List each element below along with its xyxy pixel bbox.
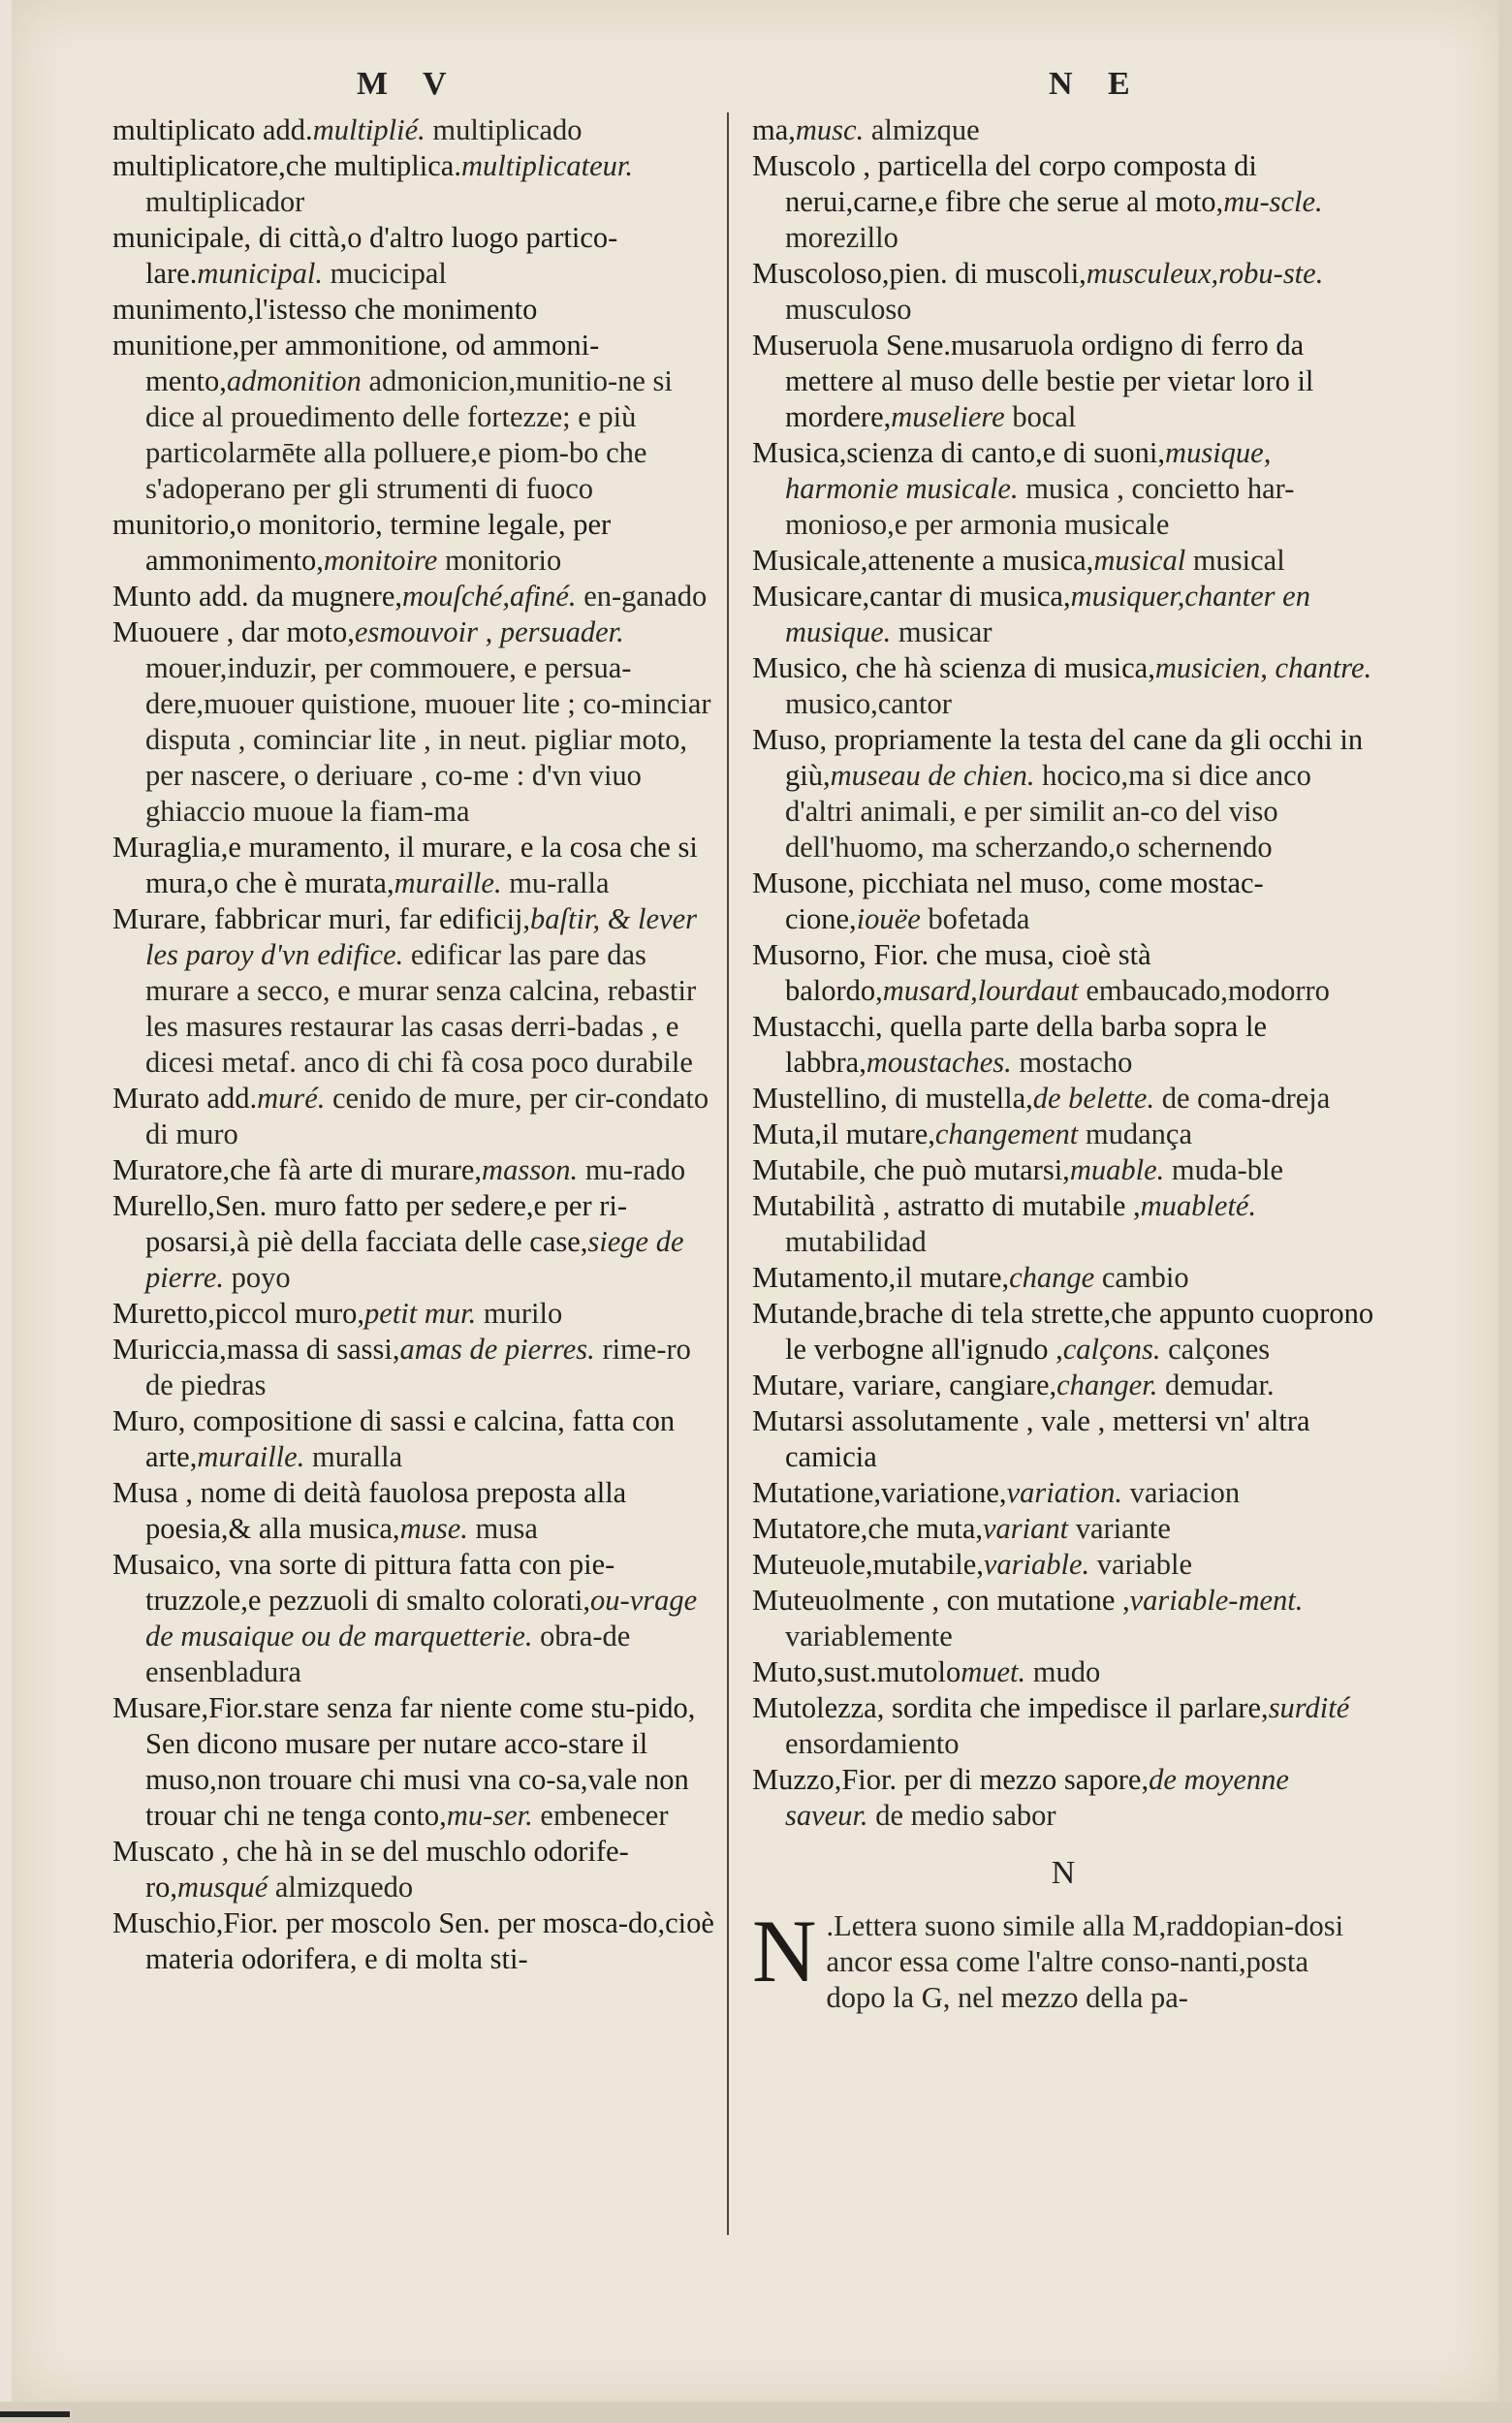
dictionary-entry — [752, 865, 1374, 937]
entry-french: iouëe — [856, 902, 921, 935]
entry-french: masson. — [482, 1153, 579, 1186]
dictionary-entry — [752, 1654, 1374, 1690]
dictionary-entry — [752, 1260, 1374, 1296]
dictionary-entry — [112, 901, 717, 1081]
entry-headword: Musicare,cantar di musica, — [752, 580, 1071, 613]
dictionary-entry — [752, 722, 1374, 865]
dictionary-entry — [752, 256, 1374, 328]
entry-headword: Muro, compositione di sassi e calcina, fatta con arte, — [112, 1404, 676, 1473]
entry-headword: Muteuole,mutabile, — [752, 1548, 984, 1581]
dictionary-entry — [112, 1081, 717, 1152]
entry-french: admonition — [226, 364, 362, 397]
entry-spanish: variacion — [1129, 1476, 1241, 1509]
entry-headword: Mutarsi assolutamente , vale , mettersi vn' altra camicia — [752, 1404, 1310, 1473]
section-intro-paragraph — [752, 1902, 1374, 2016]
entry-spanish: mostacho — [1019, 1046, 1133, 1079]
entry-headword: Museruola Sene.musaruola ordigno di ferro da mettere al muso delle bestie per vietar loro il mordere, — [752, 329, 1314, 433]
entry-spanish: mouer,induzir, per commouere, e persua-dere,muouer quistione, muouer lite ; co-minciar disputa , cominciar lite , in neut. pigliar moto, per nascere, o deriuare , co-me : d'vn viuo ghiaccio muoue la fiam-ma — [145, 651, 711, 828]
entry-headword: ma, — [752, 113, 796, 146]
dictionary-entry — [752, 1511, 1374, 1547]
dictionary-entry — [752, 650, 1374, 722]
entry-french: musqué — [177, 1871, 268, 1904]
entry-headword: Mutabile, che può mutarsi, — [752, 1153, 1070, 1186]
entry-french: musculeux,robu-ste. — [1086, 257, 1324, 290]
entry-french: baſtir, & lever les paroy d'vn edifice. — [145, 902, 697, 971]
dictionary-entry — [112, 1834, 717, 1905]
dictionary-entry — [752, 1475, 1374, 1511]
entry-spanish: multiplicador — [145, 185, 305, 218]
entry-headword: multiplicato add. — [112, 113, 313, 146]
entry-headword: Muteuolmente , con mutatione , — [752, 1584, 1130, 1617]
dictionary-entry — [112, 148, 717, 220]
dictionary-entry — [112, 1332, 717, 1403]
page-edge — [1498, 0, 1512, 2423]
entry-spanish: musical — [1192, 544, 1285, 577]
entry-headword: Mutolezza, sordita che impedisce il parlare, — [752, 1691, 1269, 1724]
dictionary-entry — [112, 830, 717, 901]
entry-spanish: edificar las pare das murare a secco, e murar senza calcina, rebastir les masures restaurar las casas derri-badas , e dicesi metaf. anco di chi fà cosa poco durabile — [145, 938, 697, 1079]
dictionary-entry — [752, 148, 1374, 256]
entry-headword: Muratore,che fà arte di murare, — [112, 1153, 483, 1186]
dictionary-entry — [752, 435, 1374, 543]
entry-french: muet. — [961, 1655, 1026, 1688]
entry-headword: Mutatione,variatione, — [752, 1476, 1007, 1509]
entry-spanish: musculoso — [785, 293, 912, 326]
entry-headword: multiplicatore,che multiplica. — [112, 149, 461, 182]
dictionary-entry — [752, 1403, 1374, 1475]
dictionary-entry — [752, 328, 1374, 435]
running-head-left: M V — [357, 66, 460, 102]
entry-headword: Muretto,piccol muro, — [112, 1297, 365, 1330]
dictionary-entry — [112, 579, 717, 614]
entry-spanish: variante — [1075, 1512, 1171, 1545]
entry-french: mu-ser. — [446, 1799, 533, 1832]
entry-headword: Musaico, vna sorte di pittura fatta con pie-truzzole,e pezzuoli di smalto colorati, — [112, 1548, 615, 1617]
entry-spanish: muda-ble — [1171, 1153, 1284, 1186]
entry-french: muré. — [257, 1082, 326, 1115]
dictionary-entry — [752, 1296, 1374, 1368]
dictionary-entry — [112, 614, 717, 830]
entry-french: siege de pierre. — [145, 1225, 684, 1294]
entry-spanish: mudo — [1032, 1655, 1101, 1688]
entry-french: ou-vrage de musaique ou de marquetterie. — [145, 1584, 698, 1652]
dictionary-entry — [752, 112, 1374, 148]
entry-headword: Musa , nome di deità fauolosa preposta alla poesia,& alla musica, — [112, 1476, 627, 1545]
dictionary-entry — [112, 220, 717, 292]
entry-spanish: embaucado,modorro — [1086, 974, 1330, 1007]
entry-headword: municipale, di città,o d'altro luogo partico-lare. — [112, 221, 618, 290]
page-bottom-edge — [0, 2402, 1512, 2423]
drop-cap-letter: N — [752, 1902, 817, 2000]
entry-french: mu-scle. — [1223, 185, 1323, 218]
dictionary-entry — [752, 1081, 1374, 1117]
entry-headword: Mutamento,il mutare, — [752, 1261, 1010, 1294]
dictionary-entry — [752, 1690, 1374, 1762]
right-column — [752, 112, 1374, 2016]
entry-french: moustaches. — [866, 1046, 1012, 1079]
entry-spanish: mucicipal — [330, 257, 447, 290]
entry-spanish: musica , concietto har-monioso,e per armonia musicale — [785, 472, 1295, 541]
entry-french: mouſché,afiné. — [402, 580, 577, 613]
entry-french: muraille. — [394, 866, 502, 899]
entry-headword: Muschio,Fior. per moscolo Sen. per mosca-do,cioè materia odorifera, e di molta sti- — [112, 1906, 714, 1975]
entry-spanish: mutabilidad — [785, 1225, 927, 1258]
entry-spanish: obra-de ensenbladura — [145, 1620, 631, 1688]
dictionary-entry — [752, 1762, 1374, 1834]
entry-spanish: mu-ralla — [509, 866, 610, 899]
entry-french: amas de pierres. — [399, 1333, 595, 1366]
dictionary-entry — [112, 1905, 717, 1977]
dictionary-entry — [112, 112, 717, 148]
dictionary-entry — [112, 507, 717, 579]
entry-french: muse. — [399, 1512, 468, 1545]
entry-french: musiquer,chanter en musique. — [785, 580, 1310, 648]
dictionary-entry — [752, 1188, 1374, 1260]
dictionary-entry — [752, 1117, 1374, 1152]
entry-spanish: variable — [1096, 1548, 1192, 1581]
entry-spanish: monitorio — [444, 544, 562, 577]
dictionary-entry — [112, 1296, 717, 1332]
entry-headword: Muta,il mutare, — [752, 1117, 935, 1150]
entry-french: multiplié. — [312, 113, 425, 146]
entry-headword: Munto add. da mugnere, — [112, 580, 402, 613]
entry-spanish: de medio sabor — [875, 1799, 1056, 1832]
entry-spanish: admonicion,munitio-ne si dice al prouedimento delle fortezze; e più particolarmēte alla polluere,e piom-bo che s'adoperano per gli strumenti di fuoco — [145, 364, 673, 505]
entry-french: de belette. — [1032, 1082, 1155, 1115]
entry-french: changement — [934, 1117, 1079, 1150]
dictionary-entry — [752, 579, 1374, 650]
dictionary-entry — [112, 328, 717, 507]
entry-french: changer. — [1056, 1369, 1158, 1401]
entry-spanish: rime-ro de piedras — [145, 1333, 691, 1401]
dictionary-entry — [112, 1152, 717, 1188]
book-page — [12, 0, 1500, 2404]
entry-headword: Muscoloso,pien. di muscoli, — [752, 257, 1087, 290]
entry-headword: Mutatore,che muta, — [752, 1512, 983, 1545]
entry-french: museau de chien. — [830, 759, 1035, 792]
entry-french: calçons. — [1062, 1333, 1161, 1366]
dictionary-entry — [752, 937, 1374, 1009]
entry-french: musicien, chantre. — [1154, 651, 1372, 684]
entry-headword: Murello,Sen. muro fatto per sedere,e per ri-posarsi,à piè della facciata delle case, — [112, 1189, 628, 1258]
running-head-right: N E — [1049, 66, 1144, 102]
entry-spanish: musico,cantor — [785, 687, 952, 720]
entry-headword: Musica,scienza di canto,e di suoni, — [752, 436, 1166, 469]
dictionary-entry — [752, 1583, 1374, 1654]
dictionary-entry — [112, 1403, 717, 1475]
entry-french: variable-ment. — [1129, 1584, 1304, 1617]
entry-headword: Muscolo , particella del corpo composta di nerui,carne,e fibre che serue al moto, — [752, 149, 1257, 218]
entry-spanish: bofetada — [928, 902, 1030, 935]
corner-mark — [0, 2411, 70, 2417]
entry-spanish: mudança — [1085, 1117, 1192, 1150]
dictionary-entry — [752, 1009, 1374, 1081]
entry-headword: Mutabilità , astratto di mutabile , — [752, 1189, 1141, 1222]
entry-french: musc. — [795, 113, 865, 146]
entry-headword: munitorio,o monitorio, termine legale, per ammonimento, — [112, 508, 612, 577]
entry-spanish: morezillo — [785, 221, 898, 254]
dictionary-entry — [752, 1152, 1374, 1188]
entry-headword: Murare, fabbricar muri, far edificij, — [112, 902, 531, 935]
entry-french: muableté. — [1140, 1189, 1257, 1222]
entry-headword: Mutare, variare, cangiare, — [752, 1369, 1057, 1401]
entry-headword: Muto,sust.mutolo — [752, 1655, 961, 1688]
entry-french: variation. — [1006, 1476, 1123, 1509]
dictionary-entry — [752, 543, 1374, 579]
entry-spanish: musa — [475, 1512, 538, 1545]
entry-french: variable. — [983, 1548, 1090, 1581]
right-column-entries — [752, 112, 1374, 1834]
entry-french: musical — [1093, 544, 1186, 577]
entry-spanish: murilo — [483, 1297, 563, 1330]
entry-headword: Mustellino, di mustella, — [752, 1082, 1033, 1115]
entry-headword: Musico, che hà scienza di musica, — [752, 651, 1155, 684]
dictionary-entry — [752, 1368, 1374, 1403]
entry-headword: Mustacchi, quella parte della barba sopra le labbra, — [752, 1010, 1267, 1079]
entry-headword: Muraglia,e muramento, il murare, e la cosa che si mura,o che è murata, — [112, 831, 698, 899]
entry-headword: Muouere , dar moto, — [112, 615, 355, 648]
entry-spanish: cenido de mure, per cir-condato di muro — [145, 1082, 709, 1150]
entry-headword: Musorno, Fior. che musa, cioè stà balordo, — [752, 938, 1151, 1007]
entry-headword: Muriccia,massa di sassi, — [112, 1333, 400, 1366]
entry-spanish: en-ganado — [583, 580, 708, 613]
left-column — [112, 112, 717, 1977]
entry-french: museliere — [891, 400, 1005, 433]
entry-spanish: de coma-dreja — [1161, 1082, 1331, 1115]
section-letter-heading: N — [1051, 1855, 1076, 1891]
entry-spanish: bocal — [1012, 400, 1077, 433]
section-intro-text: .Lettera suono simile alla M,raddopian-dosi ancor essa come l'altre conso-nanti,posta dopo la G, nel mezzo della pa- — [826, 1909, 1344, 2014]
entry-french: esmouvoir , persuader. — [354, 615, 624, 648]
entry-headword: Muso, propriamente la testa del cane da gli occhi in giù, — [752, 723, 1364, 792]
entry-french: de moyenne saveur. — [785, 1763, 1289, 1832]
entry-headword: Murato add. — [112, 1082, 258, 1115]
entry-headword: Mutande,brache di tela strette,che appunto cuoprono le verbogne all'ignudo , — [752, 1297, 1374, 1366]
entry-french: petit mur. — [364, 1297, 477, 1330]
entry-headword: Musicale,attenente a musica, — [752, 544, 1094, 577]
entry-spanish: musicar — [898, 615, 992, 648]
dictionary-entry — [112, 1690, 717, 1834]
dictionary-entry — [112, 1188, 717, 1296]
entry-spanish: demudar. — [1164, 1369, 1275, 1401]
entry-french: change — [1009, 1261, 1095, 1294]
entry-spanish: multiplicado — [432, 113, 583, 146]
entry-french: monitoire — [323, 544, 438, 577]
entry-french: surdité — [1268, 1691, 1350, 1724]
entry-spanish: almizque — [870, 113, 980, 146]
entry-french: muraille. — [197, 1440, 305, 1473]
entry-spanish: ensordamiento — [785, 1727, 960, 1760]
entry-spanish: variablemente — [785, 1620, 953, 1652]
entry-headword: Musone, picchiata nel muso, come mostac-cione, — [752, 866, 1264, 935]
entry-french: municipal. — [197, 257, 323, 290]
entry-spanish: cambio — [1101, 1261, 1189, 1294]
entry-spanish: almizquedo — [274, 1871, 414, 1904]
dictionary-entry — [752, 1547, 1374, 1583]
entry-french: musique, harmonie musicale. — [785, 436, 1272, 505]
entry-spanish: embenecer — [540, 1799, 669, 1832]
entry-spanish: poyo — [231, 1261, 291, 1294]
entry-french: musard,lourdaut — [882, 974, 1079, 1007]
dictionary-entry — [112, 292, 717, 328]
entry-headword: munitione,per ammonitione, od ammoni-mento, — [112, 329, 600, 397]
entry-headword: Musare,Fior.stare senza far niente come stu-pido, Sen dicono musare per nutare acco-stare il muso,non trouare chi musi vna co-sa,vale non trouar chi ne tenga conto, — [112, 1691, 696, 1832]
entry-french: multiplicateur. — [460, 149, 634, 182]
entry-headword: Muscato , che hà in se del muschlo odorife-ro, — [112, 1835, 629, 1904]
dictionary-entry — [112, 1547, 717, 1690]
entry-headword: Muzzo,Fior. per di mezzo sapore, — [752, 1763, 1150, 1796]
entry-spanish: muralla — [311, 1440, 403, 1473]
entry-spanish: mu-rado — [584, 1153, 686, 1186]
column-divider — [727, 112, 729, 2235]
entry-headword: munimento,l'istesso che monimento — [112, 293, 538, 326]
entry-french: muable. — [1069, 1153, 1165, 1186]
entry-spanish: calçones — [1168, 1333, 1271, 1366]
entry-french: variant — [982, 1512, 1069, 1545]
dictionary-entry — [112, 1475, 717, 1547]
entry-spanish: hocico,ma si dice anco d'altri animali, e per similit an-co del viso dell'huomo, ma scherzando,o schernendo — [785, 759, 1311, 864]
